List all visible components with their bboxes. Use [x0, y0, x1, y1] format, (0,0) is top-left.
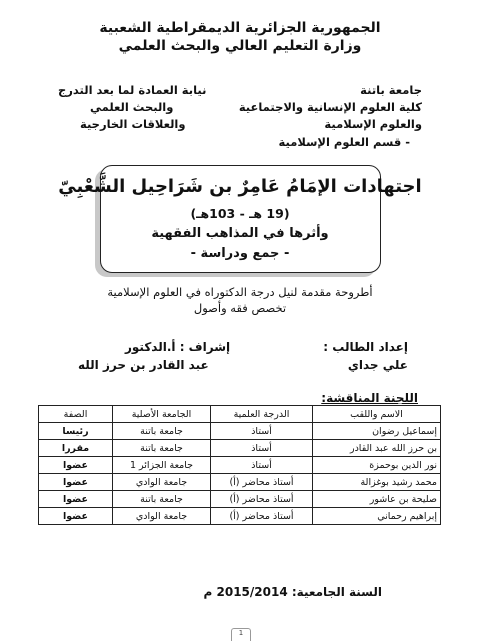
university-name: جامعة باتنة	[360, 83, 422, 97]
member-name: إسماعيل رضوان	[313, 423, 441, 440]
vice-deanship-line-3: والعلاقات الخارجية	[80, 117, 186, 131]
member-name: صليحة بن عاشور	[313, 491, 441, 508]
table-row	[39, 440, 441, 457]
committee-label: اللجنة المناقشة:	[321, 391, 418, 405]
header-rank: الدرجة العلمية	[211, 406, 313, 423]
table-row	[39, 423, 441, 440]
supervisor-label: إشراف : أ.الدكتور	[125, 340, 231, 354]
table-row	[39, 491, 441, 508]
member-rank: أستاذ	[211, 440, 313, 457]
member-role: عضوا	[39, 508, 113, 525]
member-rank: أستاذ	[211, 423, 313, 440]
page-number: 1	[231, 628, 251, 641]
member-rank: أستاذ محاضر (أ)	[211, 508, 313, 525]
table-row	[39, 508, 441, 525]
academic-year: السنة الجامعية: 2015/2014 م	[203, 585, 382, 599]
faculty-name-continued: والعلوم الإسلامية	[324, 117, 422, 131]
member-university: جامعة باتنة	[113, 491, 211, 508]
vice-deanship-line-1: نيابة العمادة لما بعد التدرج	[58, 83, 207, 97]
member-role: عضوا	[39, 457, 113, 474]
member-university: جامعة باتنة	[113, 423, 211, 440]
member-role: رئيسا	[39, 423, 113, 440]
thesis-degree-statement: أطروحة مقدمة لنيل درجة الدكتوراه في العلوم الإسلامية	[107, 285, 373, 299]
ministry-heading: وزارة التعليم العالي والبحث العلمي	[118, 38, 362, 54]
member-rank: أستاذ محاضر (أ)	[211, 491, 313, 508]
header-role: الصفة	[39, 406, 113, 423]
vice-deanship-line-2: والبحث العلمي	[90, 100, 174, 114]
member-name: نور الدين بوحمزة	[313, 457, 441, 474]
header-university: الجامعة الأصلية	[113, 406, 211, 423]
committee-table	[38, 405, 441, 525]
table-row	[39, 457, 441, 474]
republic-heading: الجمهورية الجزائرية الديمقراطية الشعبية	[99, 20, 381, 36]
department-name: - قسم العلوم الإسلامية	[278, 135, 410, 149]
member-university: جامعة الوادي	[113, 474, 211, 491]
member-role: عضوا	[39, 491, 113, 508]
thesis-subtitle: وأثرها في المذاهب الفقهية	[151, 226, 329, 241]
member-name: بن حرز الله عبد القادر	[313, 440, 441, 457]
member-university: جامعة الوادي	[113, 508, 211, 525]
member-role: عضوا	[39, 474, 113, 491]
table-row	[39, 474, 441, 491]
member-name: إبراهيم رحماني	[313, 508, 441, 525]
supervisor-name: عبد القادر بن حرز الله	[78, 358, 209, 372]
student-label: إعداد الطالب :	[323, 340, 408, 354]
thesis-title: اجتهادات الإمَامُ عَامِرٌ بن شَرَاحِيل الشَّعْبِيّ	[58, 176, 422, 197]
member-rank: أستاذ	[211, 457, 313, 474]
member-university: جامعة الجزائر 1	[113, 457, 211, 474]
faculty-name: كلية العلوم الإنسانية والاجتماعية	[238, 100, 422, 114]
member-role: مقررا	[39, 440, 113, 457]
member-university: جامعة باتنة	[113, 440, 211, 457]
thesis-specialization: تخصص فقه وأصول	[193, 301, 287, 315]
member-name: محمد رشيد بوغزالة	[313, 474, 441, 491]
title-dates: (19 هـ - 103هـ)	[190, 206, 290, 221]
member-rank: أستاذ محاضر (أ)	[211, 474, 313, 491]
student-name: علي جداي	[347, 358, 408, 372]
thesis-note: - جمع ودراسة -	[190, 246, 290, 261]
header-name: الاسم واللقب	[313, 406, 441, 423]
committee-header-row	[39, 406, 441, 423]
